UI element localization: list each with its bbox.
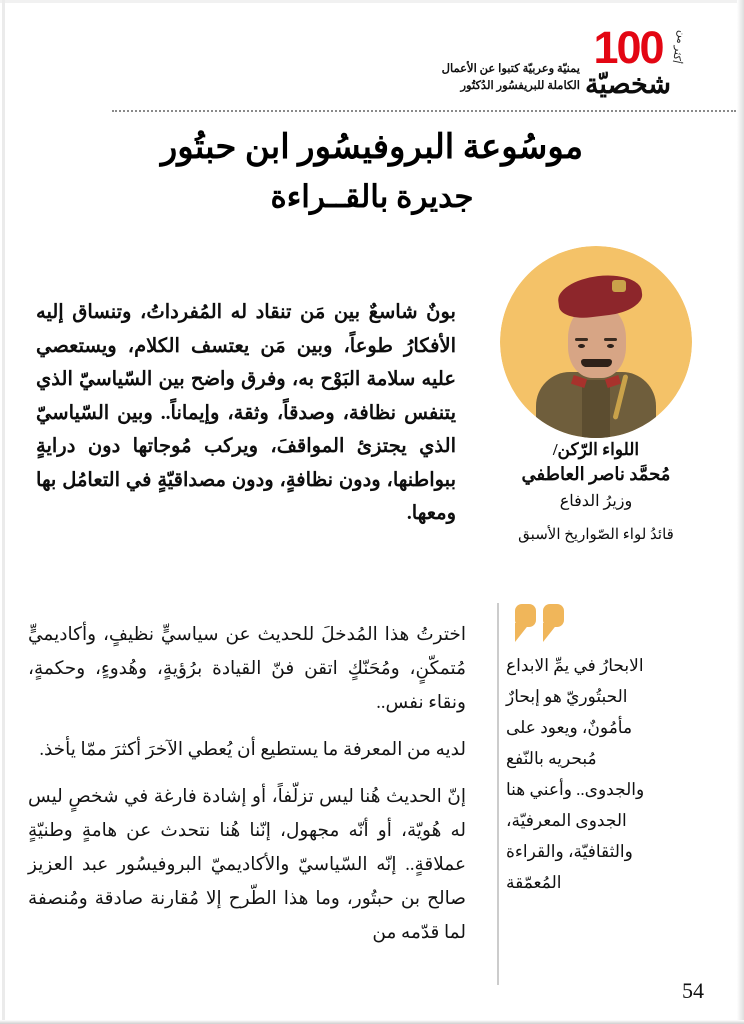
series-tagline	[388, 61, 580, 95]
portrait-eye-left	[578, 344, 585, 348]
body-paragraph-3: إنّ الحديث هُنا ليس تزلّفاً، أو إشادة فارغة في شخصٍ ليس له هُويّة، أو أنّه مجهول، إنّنا هُنا نتحدث عن هامةٍ وطنيّةٍ عملاقةٍ.. إنّه السّياسيّ والأكاديميّ البروفيسُور عبد العزيز صالح بن حبتُور، وما هذا الطّرح إلا مُقارنة صادقة ومُنصفة لما قدّمه من	[28, 787, 466, 943]
portrait-eyebrow-right	[604, 338, 617, 341]
portrait-eye-right	[607, 344, 614, 348]
logo-rotated-label: أكثر من	[669, 29, 688, 65]
portrait-uniform-shade	[582, 380, 610, 438]
logo-100-text: 100	[593, 22, 663, 73]
series-tagline-line2: الكاملة للبريفسُور الدُكتُور	[460, 80, 580, 92]
article-title	[30, 122, 714, 220]
page-number: 54	[682, 978, 704, 1003]
article-title-line2: جديرة بالقــراءة	[270, 179, 474, 214]
author-portrait	[500, 246, 692, 438]
article-title-line1: موسُوعة البروفيسُور ابن حبتُور	[160, 129, 584, 166]
page-edge-top	[0, 0, 744, 3]
author-role-current: وزيرُ الدفاع	[559, 493, 633, 510]
intro-paragraph: بونٌ شاسعٌ بين مَن تنقاد له المُفرداتُ، وتنساق إليه الأفكارُ طوعاً، وبين مَن يعتسف الكلام، ويستعصي عليه سلامة البَوْح به، وفرق واضح بين السّياسيّ الذي يتنفس نظافة، وصدقاً، وثقة، وإيماناً.. وبين السّياسيّ الذي يجتزئ المواقفَ، ويركب مُوجاتها دون درايةٍ ببواطنها، ودون نظافةٍ، ودون مصداقيّةٍ في التعامُل بها ومعها.	[36, 302, 456, 524]
series-logo	[584, 24, 672, 98]
quote-mark-right	[543, 604, 564, 646]
page-edge-right	[737, 0, 744, 1024]
page-edge-left	[2, 0, 5, 1024]
portrait-beret-badge	[612, 280, 626, 292]
portrait-eyebrow-left	[575, 338, 588, 341]
author-role-former: قائدُ لواء الصّواريخ الأسبق	[518, 527, 674, 543]
portrait-mustache	[581, 359, 612, 367]
series-tagline-line1: يمنيّة وعربيّة كتبوا عن الأعمال	[441, 63, 580, 75]
article-body	[28, 618, 466, 963]
logo-word-text: شخصيّة	[584, 69, 672, 99]
pull-quote-text: الابحارُ في يمِّ الابداع الحبتُوريّ هو إبحارٌ مأمُونٌ، ويعود على مُبحريه بالنّفع والجدوى.. وأعني هنا الجدوى المعرفيّة، والثقافيّة، والقراءة المُعمّقة	[506, 656, 645, 892]
author-rank: اللواء الرّكن/	[552, 440, 640, 459]
page-edge-bottom	[0, 1020, 744, 1024]
author-name: مُحمَّد ناصر العاطفي	[521, 464, 671, 484]
author-caption	[478, 438, 714, 546]
pull-quote-divider	[497, 603, 499, 985]
quote-icon	[515, 604, 564, 646]
quote-mark-left	[515, 604, 536, 646]
header-dotted-divider	[112, 110, 736, 112]
body-paragraph-2: لديه من المعرفة ما يستطيع أن يُعطي الآخرَ أكثرَ ممّا يأخذ.	[39, 740, 466, 760]
body-paragraph-1: اخترتُ هذا المُدخلَ للحديث عن سياسيٍّ نظيفٍ، وأكاديميٍّ مُتمكّنٍ، ومُحَنّكٍ اتقن فنّ القيادة برُؤيةٍ، وهُدوءٍ، وحكمةٍ، ونقاء نفس..	[28, 625, 466, 713]
